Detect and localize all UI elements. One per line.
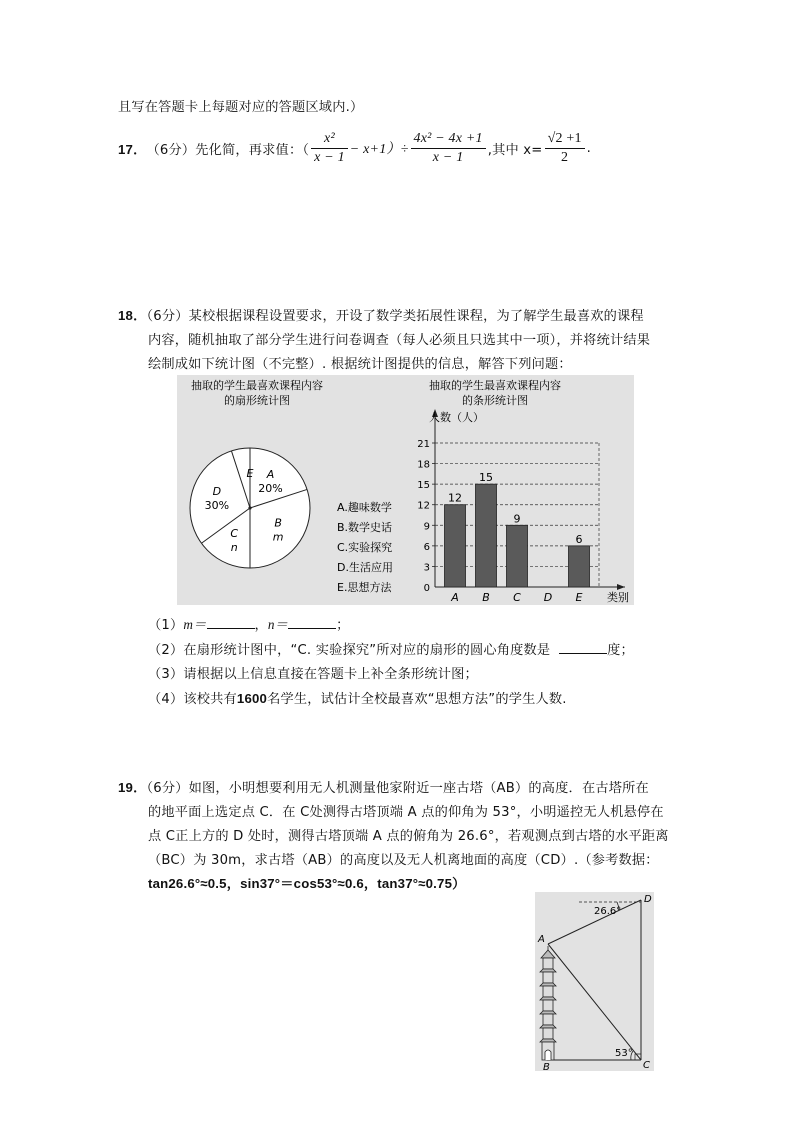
q18-sub-1: [148, 614, 349, 633]
q18-sub2-end: 度；: [607, 643, 634, 658]
q18-blank-angle[interactable]: [559, 641, 607, 654]
legend-item-e: E.思想方法: [337, 581, 392, 594]
legend-item-c: C.实验探究: [337, 541, 393, 554]
q18-sub-4: [148, 688, 567, 707]
label-c: C: [643, 1060, 650, 1071]
bar-chart: [417, 409, 629, 604]
q17-fraction-3: [545, 130, 585, 167]
label-a: A: [538, 934, 545, 945]
bar-value-b: 15: [479, 471, 493, 485]
q19-figure-svg: [535, 892, 654, 1071]
q18-figure-svg: [177, 375, 634, 605]
pie-value-c: n: [230, 541, 238, 555]
q18-sub1-sep: ，: [254, 618, 268, 633]
pie-label-b: B: [274, 516, 282, 530]
pie-center: [248, 506, 251, 509]
q19-line-5: tan26.6°≈0.5，sin37°＝cos53°≈0.6，tan37°≈0.75）: [148, 876, 466, 891]
q18-sub4-a: （4）该校共有: [148, 692, 237, 707]
q18-sub1-n: n＝: [267, 617, 289, 632]
label-angle-bottom: 53°: [615, 1048, 633, 1059]
q19-line-3: 点 C正上方的 D 处时，测得古塔顶端 A 点的俯角为 26.6°，若观测点到古塔的水平距离: [148, 829, 669, 844]
q19-points: （6分）: [146, 781, 189, 796]
q17-frac3-num: √2 +1: [545, 130, 585, 149]
q19-figure-panel: [535, 892, 654, 1071]
pie-title-1: 抽取的学生最喜欢课程内容: [191, 379, 323, 392]
bar-title-1: 抽取的学生最喜欢课程内容: [429, 379, 561, 392]
q17-where: ,其中 x=: [487, 142, 543, 158]
bar-tick-label-3: 3: [423, 562, 430, 574]
bar-category-c: C: [513, 591, 521, 604]
legend-item-b: B.数学史话: [337, 521, 393, 534]
q17-number: 17．: [118, 141, 147, 157]
bar-c: [507, 525, 528, 587]
bar-title-2: 的条形统计图: [462, 394, 528, 407]
q18-sub1-m: m＝: [183, 617, 207, 632]
pie-title-2: 的扇形统计图: [224, 394, 290, 407]
q18-number: 18．: [118, 308, 147, 323]
pie-label-e: E: [246, 467, 254, 481]
q17-frac2-den: x − 1: [432, 149, 464, 165]
bar-b: [476, 484, 497, 587]
q18-blank-m[interactable]: [207, 616, 255, 629]
q19-line-2: 的地平面上选定点 C．在 C处测得古塔顶端 A 点的仰角为 53°，小明遥控无人机悬停在: [148, 805, 664, 820]
pie-label-d: D: [212, 485, 222, 499]
bar-tick-label-0: 0: [423, 583, 430, 594]
bar-tick-label-15: 15: [417, 480, 430, 492]
pie-value-b: m: [272, 530, 284, 544]
bar-category-e: E: [575, 591, 583, 604]
pie-label-c: C: [230, 527, 239, 541]
pagoda-icon: [540, 946, 556, 1060]
q17-fraction-2: [411, 130, 486, 167]
q17-frac1-num: x²: [311, 130, 348, 149]
q18-line-3: 绘制成如下统计图（不完整）. 根据统计图提供的信息，解答下列问题：: [148, 357, 572, 372]
bar-x-label: 类别: [607, 591, 629, 604]
pie-value-d: 30%: [204, 499, 230, 513]
label-d: D: [644, 894, 652, 905]
q18-sub-3: （3）请根据以上信息直接在答题卡上补全条形统计图；: [148, 667, 478, 682]
q18-figure-panel: [177, 375, 634, 605]
line-ac: [548, 944, 641, 1060]
bar-a: [445, 505, 466, 587]
bar-tick-label-21: 21: [417, 439, 430, 450]
intro-tail: 且写在答题卡上每题对应的答题区域内.）: [118, 100, 364, 115]
bar-category-d: D: [543, 591, 553, 604]
bar-x-axis-arrow: [617, 584, 625, 590]
q17-frac3-den: 2: [561, 149, 569, 165]
q19-line-1: [118, 777, 649, 796]
bar-category-b: B: [482, 591, 490, 604]
q18-line-1: [118, 305, 644, 324]
question-17: [118, 128, 591, 168]
pie-label-a: A: [266, 467, 275, 481]
q18-points: （6分）: [146, 309, 189, 324]
q18-sub4-b: 名学生，试估计全校最喜欢“思想方法”的学生人数.: [267, 692, 567, 707]
q18-text-1: 某校根据课程设置要求，开设了数学类拓展性课程，为了解学生最喜欢的课程: [188, 309, 644, 324]
bar-e: [569, 546, 590, 587]
q17-end: .: [586, 140, 592, 156]
q17-frac1-den: x − 1: [314, 149, 345, 165]
q17-mid: − x+1）÷: [349, 142, 409, 157]
bar-y-label: 人数（人）: [429, 411, 484, 424]
bar-tick-label-18: 18: [417, 459, 430, 471]
q19-number: 19．: [118, 780, 147, 795]
bar-value-c: 9: [513, 512, 521, 526]
bar-tick-label-6: 6: [423, 541, 430, 553]
q18-blank-n[interactable]: [288, 616, 336, 629]
q19-text-1: 如图，小明想要利用无人机测量他家附近一座古塔（AB）的高度．在古塔所在: [188, 781, 649, 796]
bar-tick-label-12: 12: [417, 500, 430, 512]
bar-tick-label-9: 9: [423, 521, 430, 533]
q18-sub1-label: （1）: [148, 618, 184, 633]
pie-legend: [337, 500, 393, 594]
bar-value-e: 6: [575, 532, 583, 546]
q17-points: （6分）: [146, 142, 196, 158]
q17-fraction-1: [311, 130, 348, 167]
q18-sub-2: [148, 639, 634, 658]
q18-sub4-num: 1600: [236, 691, 268, 706]
q17-prompt: 先化简，再求值：（: [195, 142, 310, 158]
pie-value-a: 20%: [258, 481, 283, 495]
q18-sub1-end: ；: [336, 618, 350, 633]
q18-sub2-text: （2）在扇形统计图中，“C. 实验探究”所对应的扇形的圆心角度数是: [148, 643, 551, 658]
q18-line-2: 内容，随机抽取了部分学生进行问卷调查（每人必须且只选其中一项），并将统计结果: [148, 333, 651, 348]
label-b: B: [543, 1062, 550, 1071]
label-angle-top: 26.6°: [594, 906, 622, 917]
bar-value-a: 12: [448, 491, 462, 505]
pie-chart: [190, 448, 310, 568]
q17-frac2-num: 4x² − 4x +1: [411, 130, 486, 149]
bar-category-a: A: [451, 591, 459, 604]
q19-line-4: （BC）为 30m，求古塔（AB）的高度以及无人机离地面的高度（CD）.（参考数据：: [148, 853, 659, 868]
legend-item-d: D.生活应用: [337, 561, 393, 574]
legend-item-a: A.趣味数学: [337, 501, 392, 514]
